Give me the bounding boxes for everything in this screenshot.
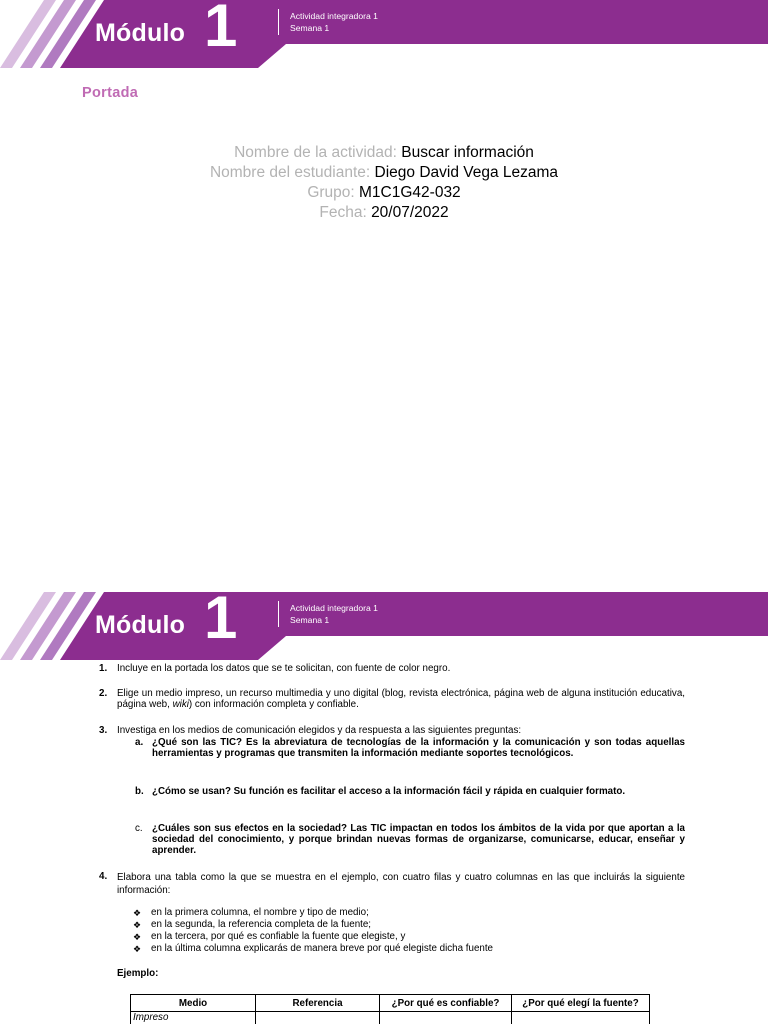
activity-title: Actividad integradora 1 [290, 11, 378, 21]
instruction-2-text-a: Elige un medio impreso, un recurso multimedia y uno digital (blog, revista electrónica, página web de alguna institución educativa, página web, [117, 688, 685, 710]
page-gap [0, 580, 768, 592]
module-banner [0, 0, 768, 80]
table-cell: Impreso [131, 1012, 256, 1024]
question-a-answer: ¿Qué son las TIC? Es la abreviatura de tecnologías de la información y la comunicación y son todas aquellas herramientas y programas que transmiten la información mediante soportes tecnológicos. [152, 737, 685, 759]
item-number: 3. [99, 725, 108, 736]
question-b-answer: ¿Cómo se usan? Su función es facilitar el acceso a la información fácil y rápida en cualquier formato. [152, 786, 626, 797]
column-header: ¿Por qué es confiable? [380, 995, 512, 1012]
bullet-icon: ❖ [133, 920, 142, 930]
item-number: 4. [99, 871, 108, 882]
module-word: Módulo [95, 611, 186, 639]
activity-name-line [0, 143, 768, 163]
week-label: Semana 1 [290, 615, 330, 625]
week-label: Semana 1 [290, 23, 330, 33]
header-divider [278, 601, 279, 627]
bullet-text: en la última columna explicarás de manera breve por qué elegiste dicha fuente [151, 943, 494, 954]
question-c-answer: ¿Cuáles son sus efectos en la sociedad? Las TIC impactan en todos los ámbitos de la vida por que aportan a la sociedad del conocimiento, y porque brindan nuevas formas de organizarse, comunicarse, educar, enseñar y aprender. [152, 823, 685, 856]
instruction-3: Investiga en los medios de comunicación elegidos y da respuesta a las siguientes preguntas: [117, 725, 522, 736]
item-number: 1. [99, 663, 108, 674]
instruction-4: Elabora una tabla como la que se muestra en el ejemplo, con cuatro filas y cuatro columnas en las que incluirás la siguiente información: [117, 872, 685, 896]
instruction-1: Incluye en la portada los datos que se te solicitan, con fuente de color negro. [117, 663, 451, 674]
column-header: Medio [131, 995, 256, 1012]
example-label: Ejemplo: [117, 968, 159, 979]
column-header: Referencia [256, 995, 380, 1012]
field-label: Nombre de la actividad: [234, 144, 402, 161]
bullet-icon: ❖ [133, 932, 142, 942]
example-table [130, 994, 650, 1024]
bullet-text: en la primera columna, el nombre y tipo de medio; [151, 907, 369, 918]
document-page-2 [0, 592, 768, 1024]
module-number: 1 [204, 592, 238, 651]
bullet-icon: ❖ [133, 908, 142, 918]
table-cell [380, 1012, 512, 1024]
group-line [0, 183, 768, 203]
section-label-portada: Portada [82, 85, 139, 101]
bullet-text: en la segunda, la referencia completa de la fuente; [151, 919, 372, 930]
field-value: M1C1G42-032 [359, 184, 461, 201]
date-line [0, 203, 768, 223]
table-row [131, 1012, 650, 1024]
question-letter: a. [135, 737, 144, 748]
table-header-row [131, 995, 650, 1012]
instruction-2-text-b: ) con información completa y confiable. [188, 699, 359, 710]
field-value: Diego David Vega Lezama [374, 164, 559, 181]
table-cell [512, 1012, 650, 1024]
instruction-2-wiki: wiki [172, 699, 189, 710]
field-value: Buscar información [401, 144, 534, 161]
student-name-line [0, 163, 768, 183]
instruction-2 [117, 688, 685, 710]
module-number: 1 [204, 0, 238, 59]
item-number: 2. [99, 688, 108, 699]
field-value: 20/07/2022 [371, 204, 449, 221]
question-letter: b. [135, 786, 144, 797]
column-header: ¿Por qué elegí la fuente? [512, 995, 650, 1012]
field-label: Fecha: [319, 204, 372, 221]
table-cell [256, 1012, 380, 1024]
module-word: Módulo [95, 19, 186, 47]
header-divider [278, 9, 279, 35]
question-letter: c. [135, 823, 143, 834]
bullet-text: en la tercera, por qué es confiable la fuente que elegiste, y [151, 931, 406, 942]
bullet-icon: ❖ [133, 944, 142, 954]
module-banner [0, 592, 768, 672]
activity-title: Actividad integradora 1 [290, 603, 378, 613]
field-label: Nombre del estudiante: [209, 164, 375, 181]
field-label: Grupo: [307, 184, 360, 201]
